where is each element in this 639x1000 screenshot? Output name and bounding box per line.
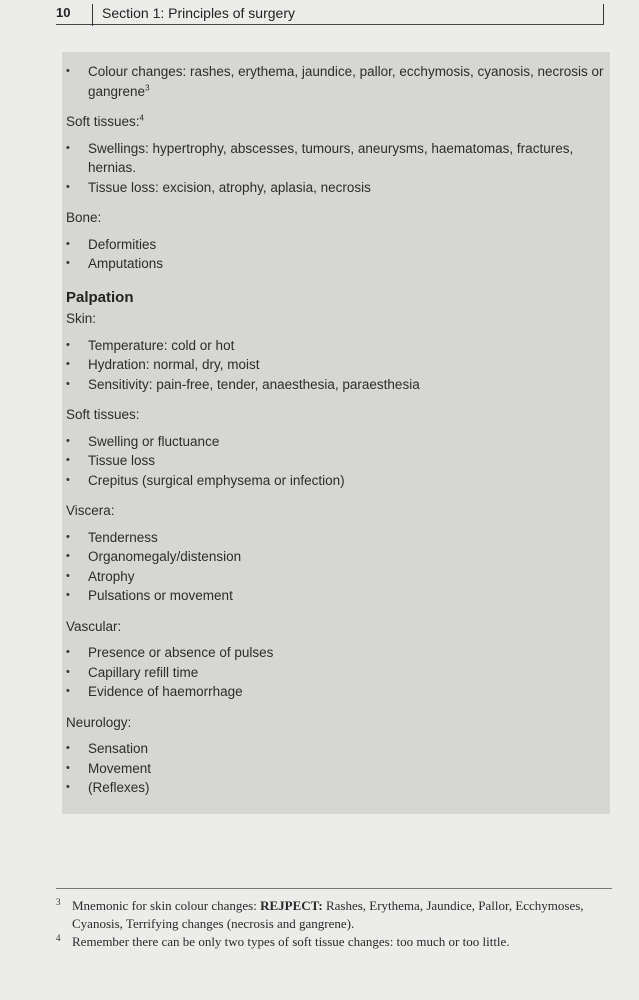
page-number: 10 <box>56 5 71 20</box>
footnote-number: 3 <box>56 897 61 907</box>
list-item: • Movement <box>66 759 606 779</box>
header-end-rule <box>603 4 604 24</box>
skin-label: Skin: <box>66 311 97 326</box>
list-item: • Crepitus (surgical emphysema or infection) <box>66 471 606 491</box>
vascular-list <box>66 643 606 702</box>
footnote-ref: 3 <box>145 83 150 92</box>
skin-list <box>66 336 606 395</box>
list-item: • Evidence of haemorrhage <box>66 682 606 702</box>
footnote: 3 Mnemonic for skin colour changes: REJPECT: Rashes, Erythema, Jaundice, Pallor, Ecchymoses, Cyanosis, Terrifying changes (necrosis and gangrene). <box>56 897 612 933</box>
box-content <box>66 62 606 798</box>
vascular-label: Vascular: <box>66 618 122 634</box>
soft-tissues-palpation-list <box>66 432 606 491</box>
list-item: • Tissue loss: excision, atrophy, aplasia, necrosis <box>66 178 606 198</box>
mnemonic: REJPECT: <box>260 898 323 913</box>
list-item: • Deformities <box>66 235 606 255</box>
colour-changes-list <box>66 62 606 101</box>
list-item: • Swellings: hypertrophy, abscesses, tumours, aneurysms, haematomas, fractures, hernias. <box>66 139 606 178</box>
list-item: • Swelling or fluctuance <box>66 432 606 452</box>
list-item: • Organomegaly/distension <box>66 547 606 567</box>
soft-tissues-palpation-label: Soft tissues: <box>66 407 140 422</box>
section-title: Section 1: Principles of surgery <box>102 5 295 21</box>
footnote-number: 4 <box>56 933 61 943</box>
running-header <box>56 4 604 25</box>
list-item: • Amputations <box>66 254 606 274</box>
neurology-list <box>66 739 606 798</box>
viscera-label: Viscera: <box>66 503 115 518</box>
bone-list <box>66 235 606 274</box>
list-item: • Atrophy <box>66 567 606 587</box>
viscera-list <box>66 528 606 606</box>
header-divider <box>92 4 93 26</box>
footnotes <box>56 888 612 951</box>
list-item: • Sensitivity: pain-free, tender, anaesthesia, paraesthesia <box>66 375 606 395</box>
footnote-ref: 4 <box>139 113 144 123</box>
bone-label: Bone: <box>66 210 102 225</box>
palpation-heading: Palpation <box>66 288 134 306</box>
list-item: • (Reflexes) <box>66 778 606 798</box>
list-item: • Capillary refill time <box>66 663 606 683</box>
list-item: • Sensation <box>66 739 606 759</box>
list-item: • Presence or absence of pulses <box>66 643 606 663</box>
footnote: 4 Remember there can be only two types of soft tissue changes: too much or too little. <box>56 933 612 951</box>
list-item: • Pulsations or movement <box>66 586 606 606</box>
list-item: • Tissue loss <box>66 451 606 471</box>
list-item: • Tenderness <box>66 528 606 548</box>
neurology-label: Neurology: <box>66 714 132 730</box>
list-item: • Colour changes: rashes, erythema, jaundice, pallor, ecchymosis, cyanosis, necrosis or gangrene$^3$ <box>66 62 606 101</box>
soft-tissues-label: Soft tissues:$^4$ <box>66 113 144 129</box>
list-item: • Temperature: cold or hot <box>66 336 606 356</box>
list-item: • Hydration: normal, dry, moist <box>66 355 606 375</box>
soft-tissues-list <box>66 139 606 198</box>
